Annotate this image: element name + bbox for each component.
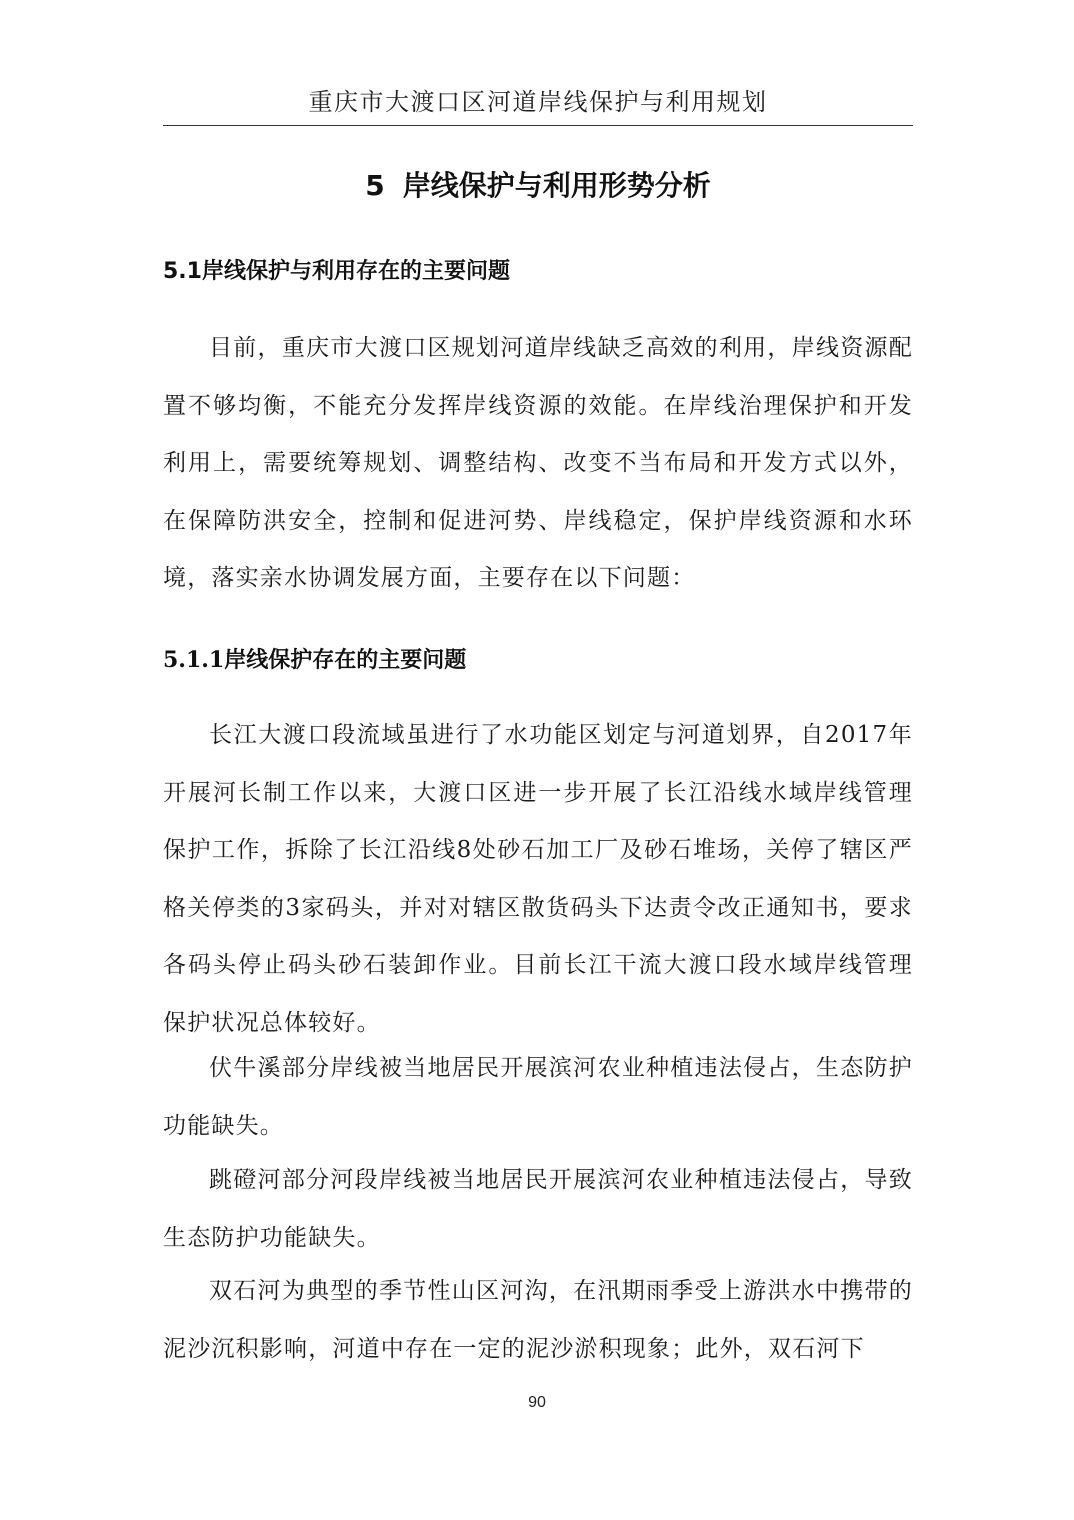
section-title-5-1: 5.1岸线保护与利用存在的主要问题 xyxy=(163,259,510,284)
running-header: 重庆市大渡口区河道岸线保护与利用规划 xyxy=(308,88,768,116)
chapter-number: 5 xyxy=(365,169,385,202)
section-5-1-paragraph: 目前，重庆市大渡口区规划河道岸线缺乏高效的利用，岸线资源配置不够均衡，不能充分发挥岸线资源的效能。在岸线治理保护和开发利用上，需要统筹规划、调整结构、改变不当布局和开发方式以外，在保障防洪安全，控制和促进河势、岸线稳定，保护岸线资源和水环境，落实亲水协调发展方面，主要存在以下问题： xyxy=(163,335,913,591)
page-number: 90 xyxy=(528,1394,546,1411)
header-divider xyxy=(163,125,913,126)
chapter-title-text: 岸线保护与利用形势分析 xyxy=(402,169,711,202)
paragraph-tiaodenghe: 跳磴河部分河段岸线被当地居民开展滨河农业种植违法侵占，导致生态防护功能缺失。 xyxy=(163,1167,913,1251)
paragraph-shuangshihe: 双石河为典型的季节性山区河沟，在汛期雨季受上游洪水中携带的泥沙沉积影响，河道中存在一定的泥沙淤积现象；此外，双石河下 xyxy=(163,1278,913,1362)
paragraph-changjiang: 长江大渡口段流域虽进行了水功能区划定与河道划界，自2017年开展河长制工作以来，大渡口区进一步开展了长江沿线水域岸线管理保护工作，拆除了长江沿线8处砂石加工厂及砂石堆场，关停了辖区严格关停类的3家码头，并对对辖区散货码头下达责令改正通知书，要求各码头停止码头砂石装卸作业。目前长江干流大渡口段水域岸线管理保护状况总体较好。 xyxy=(163,722,913,1036)
subsection-title-5-1-1: 5.1.1岸线保护存在的主要问题 xyxy=(163,647,467,673)
paragraph-funiuxi: 伏牛溪部分岸线被当地居民开展滨河农业种植违法侵占，生态防护功能缺失。 xyxy=(163,1055,913,1139)
chapter-title xyxy=(163,165,913,207)
